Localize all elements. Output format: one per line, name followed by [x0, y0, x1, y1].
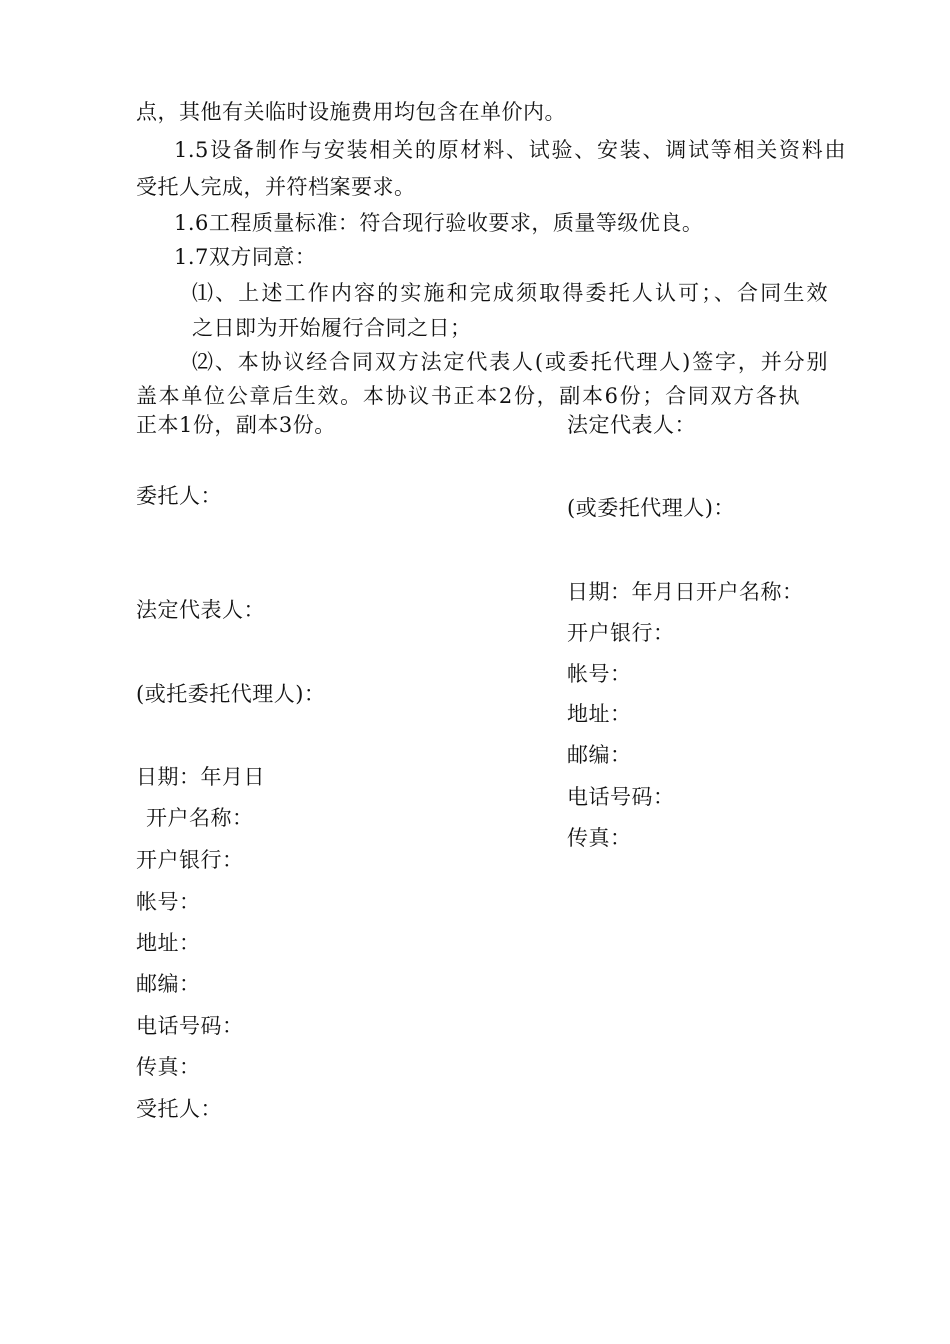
list-item-line: 正本1份，副本3份。 — [136, 413, 336, 437]
postcode-label: 邮编： — [567, 743, 632, 767]
address-label: 地址： — [136, 931, 201, 955]
fax-label: 传真： — [136, 1055, 201, 1079]
paragraph-line: 1.6工程质量标准：符合现行验收要求，质量等级优良。 — [174, 211, 704, 235]
list-item-line: ⑴、上述工作内容的实施和完成须取得委托人认可；、合同生效 — [192, 281, 828, 305]
bank-label: 开户银行： — [136, 848, 244, 872]
paragraph-line: 1.5设备制作与安装相关的原材料、试验、安装、调试等相关资料由 — [174, 138, 846, 162]
legal-rep-label: 法定代表人： — [567, 413, 696, 437]
postcode-label: 邮编： — [136, 972, 201, 996]
phone-label: 电话号码： — [136, 1014, 244, 1038]
agent-label: (或托委托代理人)： — [136, 682, 326, 706]
paragraph-line: 点，其他有关临时设施费用均包含在单价内。 — [136, 100, 566, 124]
fax-label: 传真： — [567, 826, 632, 850]
paragraph-line: 受托人完成，并符档案要求。 — [136, 175, 416, 199]
address-label: 地址： — [567, 702, 632, 726]
phone-label: 电话号码： — [567, 785, 675, 809]
list-item-line: ⑵、本协议经合同双方法定代表人(或委托代理人)签字，并分别 — [192, 350, 828, 374]
date-label: 日期：年月日 — [136, 765, 265, 789]
agent-label: (或委托代理人)： — [567, 496, 735, 520]
trustee-label: 受托人： — [136, 1097, 222, 1121]
bank-label: 开户银行： — [567, 621, 675, 645]
account-number-label: 帐号： — [136, 890, 201, 914]
client-label: 委托人： — [136, 484, 222, 508]
list-item-line: 之日即为开始履行合同之日； — [192, 316, 472, 340]
list-item-line: 盖本单位公章后生效。本协议书正本2份，副本6份；合同双方各执 — [136, 384, 800, 408]
account-name-label: 开户名称： — [146, 806, 254, 830]
account-number-label: 帐号： — [567, 662, 632, 686]
legal-rep-label: 法定代表人： — [136, 598, 265, 622]
paragraph-line: 1.7双方同意： — [174, 245, 317, 269]
date-account-label: 日期：年月日开户名称： — [567, 580, 804, 604]
